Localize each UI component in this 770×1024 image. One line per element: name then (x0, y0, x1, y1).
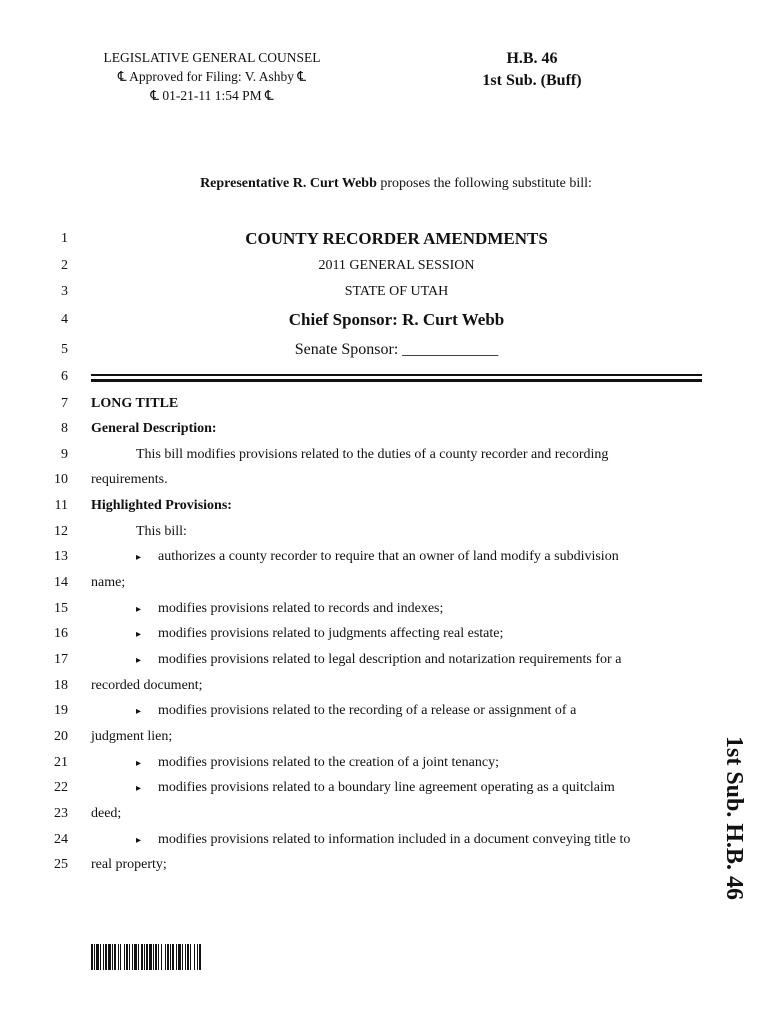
bill-number: H.B. 46 (506, 50, 558, 67)
line-number: 11 (54, 498, 68, 513)
bullet-icon: ▸ (136, 835, 142, 846)
line-number: 20 (54, 729, 68, 744)
line-number: 9 (61, 447, 68, 462)
intro-sentence (0, 176, 770, 192)
provision-item: ▸ authorizes a county recorder to require that an owner of land modify a subdivision (136, 549, 619, 564)
intro-rest: proposes the following substitute bill: (376, 176, 592, 191)
bullet-icon: ▸ (136, 783, 142, 794)
line-number: 24 (54, 832, 68, 847)
line-number: 4 (61, 312, 68, 327)
intro-sponsor: Representative R. Curt Webb (200, 176, 377, 191)
approval-line: ℄ Approved for Filing: V. Ashby ℄ (117, 69, 307, 84)
provision-item: ▸ modifies provisions related to a boundary line agreement operating as a quitclaim (136, 780, 615, 795)
description-text: requirements. (91, 472, 168, 487)
bullet-icon: ▸ (136, 655, 142, 666)
side-bill-label: 1st Sub. H.B. 46 (721, 736, 747, 901)
line-number: 2 (61, 258, 68, 273)
line-number: 13 (54, 549, 68, 564)
provision-item: ▸ modifies provisions related to information included in a document conveying title to (136, 832, 631, 847)
bullet-icon: ▸ (136, 758, 142, 769)
provision-item: ▸ modifies provisions related to the recording of a release or assignment of a (136, 703, 577, 718)
provision-item: ▸ modifies provisions related to records and indexes; (136, 601, 444, 616)
line-number: 22 (54, 780, 68, 795)
description-text: This bill modifies provisions related to the duties of a county recorder and recording (136, 447, 609, 462)
general-description-heading: General Description: (91, 421, 217, 436)
counsel-header (62, 48, 362, 105)
line-number: 6 (61, 369, 68, 384)
line-number: 12 (54, 524, 68, 539)
state-line: STATE OF UTAH (344, 284, 449, 299)
bill-id-header (462, 48, 602, 92)
provisions-intro: This bill: (136, 524, 187, 539)
bullet-icon: ▸ (136, 552, 142, 563)
line-number: 25 (54, 857, 68, 872)
line-number: 23 (54, 806, 68, 821)
provision-item: ▸ modifies provisions related to legal description and notarization requirements for a (136, 652, 622, 667)
long-title-heading: LONG TITLE (91, 396, 179, 411)
line-number: 5 (61, 342, 68, 357)
line-number: 14 (54, 575, 68, 590)
line-number: 18 (54, 678, 68, 693)
line-number: 3 (61, 284, 68, 299)
counsel-line: LEGISLATIVE GENERAL COUNSEL (103, 50, 321, 65)
timestamp-line: ℄ 01-21-11 1:54 PM ℄ (150, 88, 274, 103)
divider-rule (91, 379, 702, 382)
provision-item: ▸ modifies provisions related to judgments affecting real estate; (136, 626, 504, 641)
line-number: 7 (61, 396, 68, 411)
line-number: 10 (54, 472, 68, 487)
provision-continuation: recorded document; (91, 678, 203, 693)
highlighted-provisions-heading: Highlighted Provisions: (91, 498, 232, 513)
line-number: 15 (54, 601, 68, 616)
line-number: 1 (61, 231, 68, 246)
session-line: 2011 GENERAL SESSION (318, 258, 475, 273)
substitute-label: 1st Sub. (Buff) (482, 72, 582, 89)
provision-continuation: name; (91, 575, 126, 590)
provision-continuation: judgment lien; (91, 729, 173, 744)
line-number: 16 (54, 626, 68, 641)
bullet-icon: ▸ (136, 604, 142, 615)
provision-continuation: deed; (91, 806, 122, 821)
bill-title: COUNTY RECORDER AMENDMENTS (245, 229, 548, 248)
senate-sponsor: Senate Sponsor: ____________ (294, 341, 499, 358)
line-number: 17 (54, 652, 68, 667)
provision-item: ▸ modifies provisions related to the creation of a joint tenancy; (136, 755, 499, 770)
chief-sponsor: Chief Sponsor: R. Curt Webb (288, 310, 505, 329)
line-number: 8 (61, 421, 68, 436)
divider-rule (91, 374, 702, 376)
bullet-icon: ▸ (136, 629, 142, 640)
bullet-icon: ▸ (136, 706, 142, 717)
provision-continuation: real property; (91, 857, 167, 872)
barcode (91, 944, 283, 970)
line-number: 21 (54, 755, 68, 770)
line-number: 19 (54, 703, 68, 718)
